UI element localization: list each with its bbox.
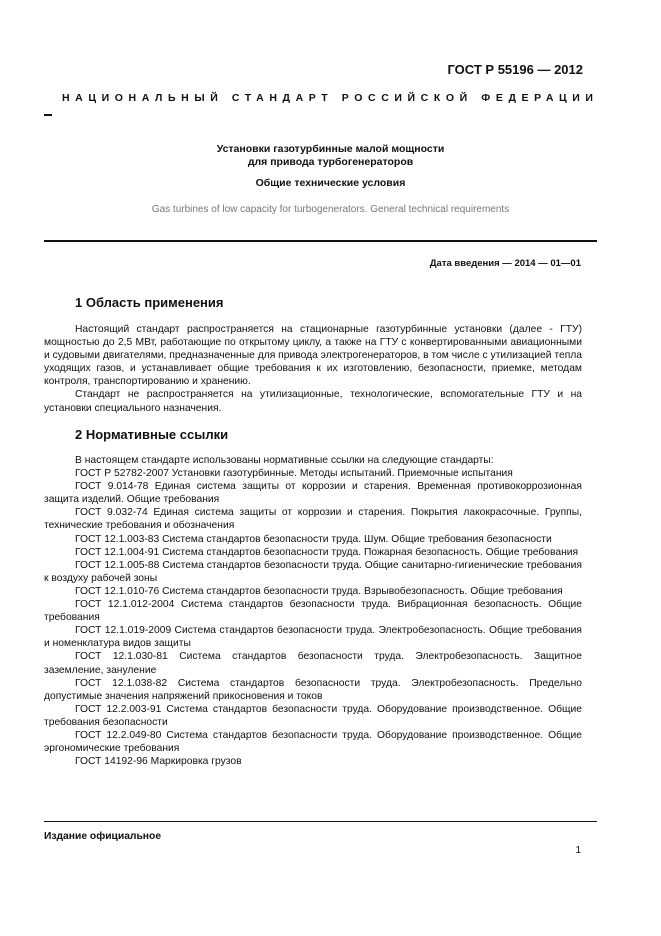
reference-item: ГОСТ 12.1.019-2009 Система стандартов безопасности труда. Электробезопасность. Общие требования и номенклатура видов защиты — [44, 625, 582, 650]
page-number: 1 — [575, 845, 581, 856]
section-2-body — [44, 454, 582, 768]
section-1-paragraph: Стандарт не распространяется на утилизационные, технологические, вспомогательные ГТУ и на установки специального назначения. — [44, 389, 582, 414]
reference-item: ГОСТ Р 52782-2007 Установки газотурбинные. Методы испытаний. Приемочные испытания — [75, 468, 513, 480]
section-1-heading: 1 Область применения — [75, 295, 224, 310]
reference-item: ГОСТ 14192-96 Маркировка грузов — [75, 756, 242, 768]
section-1-body — [44, 323, 582, 415]
section-1-paragraph: Настоящий стандарт распространяется на стационарные газотурбинные установки (далее - ГТУ) мощностью до 2,5 МВт, работающие по открытому циклу, а также на ГТУ с конвертированными авиационными и судовыми двигателями, предназначенные для привода электрогенераторов, в том числе с утилизацией тепла уходящих газов, и устанавливает общие требования к их изготовлению, безопасности, приемке, методам контроля, транспортированию и хранению. — [44, 324, 583, 388]
section-2-heading: 2 Нормативные ссылки — [75, 427, 229, 442]
standard-code: ГОСТ Р 55196 — 2012 — [447, 62, 583, 77]
reference-item: ГОСТ 12.1.003-83 Система стандартов безопасности труда. Шум. Общие требования безопасности — [75, 533, 552, 545]
footer-divider — [44, 821, 597, 822]
reference-item: ГОСТ 9.014-78 Единая система защиты от коррозии и старения. Временная противокоррозионная защита изделий. Общие требования — [44, 481, 582, 506]
reference-item: ГОСТ 12.1.005-88 Система стандартов безопасности труда. Общие санитарно-гигиенические требования к воздуху рабочей зоны — [44, 559, 582, 584]
reference-item: ГОСТ 12.1.030-81 Система стандартов безопасности труда. Электробезопасность. Защитное заземление, зануление — [44, 651, 582, 676]
reference-item: ГОСТ 9.032-74 Единая система защиты от коррозии и старения. Покрытия лакокрасочные. Группы, технические требования и обозначения — [44, 507, 582, 532]
reference-item: ГОСТ 12.2.049-80 Система стандартов безопасности труда. Оборудование производственное. Общие эргономические требования — [44, 729, 582, 755]
reference-item: ГОСТ 12.1.004-91 Система стандартов безопасности труда. Пожарная безопасность. Общие требования — [75, 546, 579, 558]
margin-mark — [44, 114, 52, 116]
reference-item: ГОСТ 12.1.038-82 Система стандартов безопасности труда. Электробезопасность. Предельно допустимые значения напряжений прикосновения и токов — [44, 677, 582, 702]
english-title: Gas turbines of low capacity for turbogenerators. General technical requirements — [151, 204, 510, 215]
document-title-line1: Установки газотурбинные малой мощности — [216, 143, 445, 155]
reference-item: ГОСТ 12.2.003-91 Система стандартов безопасности труда. Оборудование производственное. Общие требования безопасности — [44, 703, 582, 728]
edition-label: Издание официальное — [44, 831, 162, 842]
header-divider — [44, 240, 597, 242]
document-subtitle: Общие технические условия — [255, 177, 406, 189]
introduction-date: Дата введения — 2014 — 01—01 — [429, 258, 581, 269]
reference-item: ГОСТ 12.1.012-2004 Система стандартов безопасности труда. Вибрационная безопасность. Общие требования — [44, 599, 582, 624]
reference-item: ГОСТ 12.1.010-76 Система стандартов безопасности труда. Взрывобезопасность. Общие требования — [75, 585, 563, 597]
document-title-line2: для привода турбогенераторов — [247, 156, 414, 168]
national-standard-banner: НАЦИОНАЛЬНЫЙ СТАНДАРТ РОССИЙСКОЙ ФЕДЕРАЦИИ — [62, 92, 599, 104]
references-intro: В настоящем стандарте использованы нормативные ссылки на следующие стандарты: — [75, 455, 494, 466]
